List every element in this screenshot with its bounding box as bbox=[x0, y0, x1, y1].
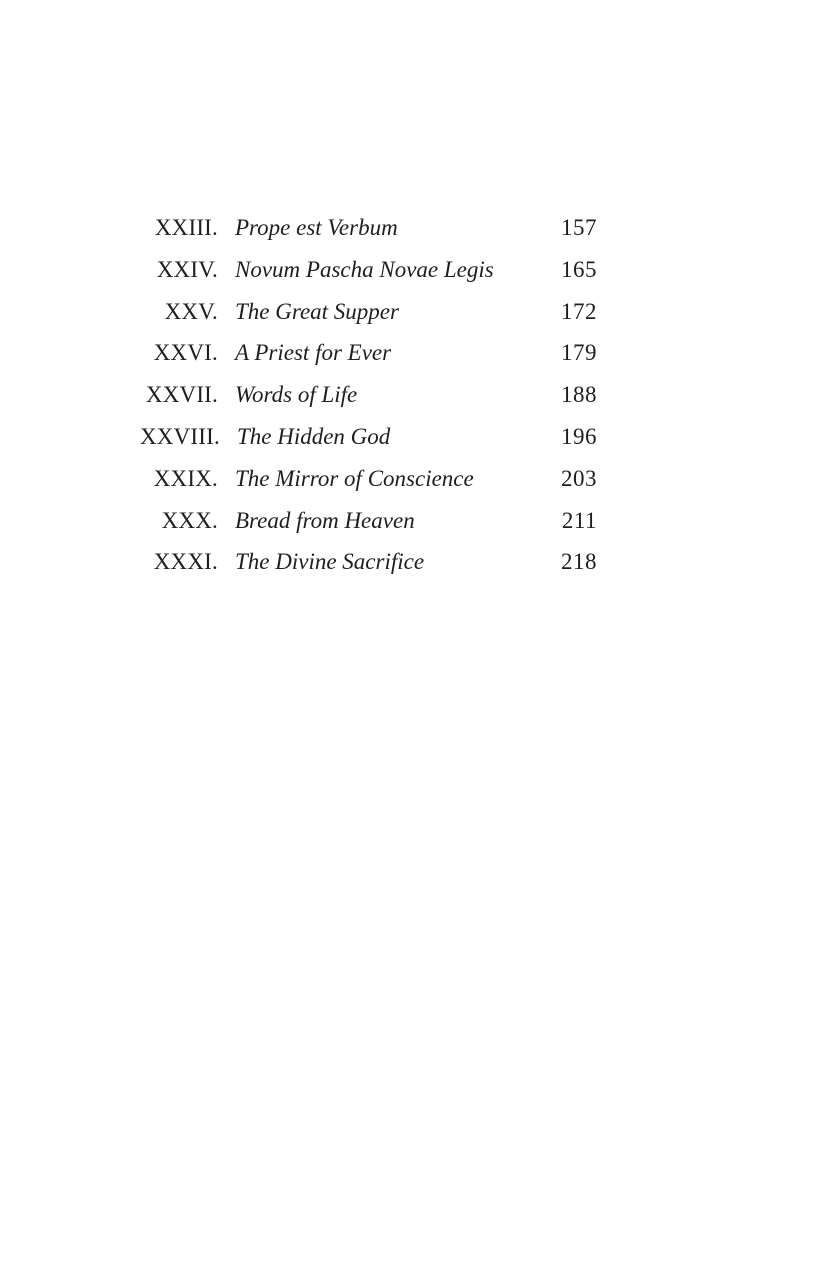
chapter-page-number: 203 bbox=[561, 465, 597, 491]
toc-entry-row bbox=[140, 458, 597, 500]
chapter-title: Bread from Heaven bbox=[235, 507, 415, 533]
chapter-title: The Hidden God bbox=[236, 423, 391, 449]
chapter-page-number: 179 bbox=[561, 340, 597, 366]
chapter-numeral: XXIX. bbox=[153, 465, 218, 491]
chapter-title: The Divine Sacrifice bbox=[235, 549, 425, 575]
chapter-page-number: 157 bbox=[561, 215, 597, 240]
chapter-page-number: 196 bbox=[561, 423, 597, 449]
chapter-numeral: XXV. bbox=[164, 298, 218, 324]
chapter-numeral: XXVIII. bbox=[140, 423, 220, 449]
toc-entry-row bbox=[140, 374, 597, 416]
toc-entry-row bbox=[140, 416, 597, 458]
chapter-numeral: XXVII. bbox=[145, 382, 218, 408]
toc-entry-row bbox=[140, 291, 597, 333]
chapter-title: The Mirror of Conscience bbox=[235, 465, 474, 491]
chapter-numeral: XXIII. bbox=[154, 215, 218, 240]
toc-entry-row bbox=[140, 249, 597, 291]
chapter-page-number: 211 bbox=[561, 507, 597, 533]
table-of-contents bbox=[140, 207, 597, 583]
chapter-title: The Great Supper bbox=[235, 298, 399, 324]
toc-entry-row bbox=[140, 541, 597, 583]
chapter-numeral: XXXI. bbox=[153, 549, 218, 575]
chapter-title: Novum Pascha Novae Legis bbox=[235, 256, 494, 282]
chapter-page-number: 188 bbox=[561, 382, 597, 408]
chapter-page-number: 172 bbox=[561, 298, 597, 324]
chapter-title: Words of Life bbox=[235, 382, 358, 408]
toc-entry-row bbox=[140, 207, 597, 249]
chapter-page-number: 218 bbox=[561, 549, 597, 575]
toc-entry-row bbox=[140, 332, 597, 374]
chapter-page-number: 165 bbox=[561, 256, 597, 282]
chapter-numeral: XXX. bbox=[161, 507, 218, 533]
chapter-title: Prope est Verbum bbox=[235, 215, 398, 240]
chapter-numeral: XXVI. bbox=[153, 340, 218, 366]
chapter-title: A Priest for Ever bbox=[235, 340, 392, 366]
chapter-numeral: XXIV. bbox=[156, 256, 218, 282]
toc-entry-row bbox=[140, 500, 597, 542]
